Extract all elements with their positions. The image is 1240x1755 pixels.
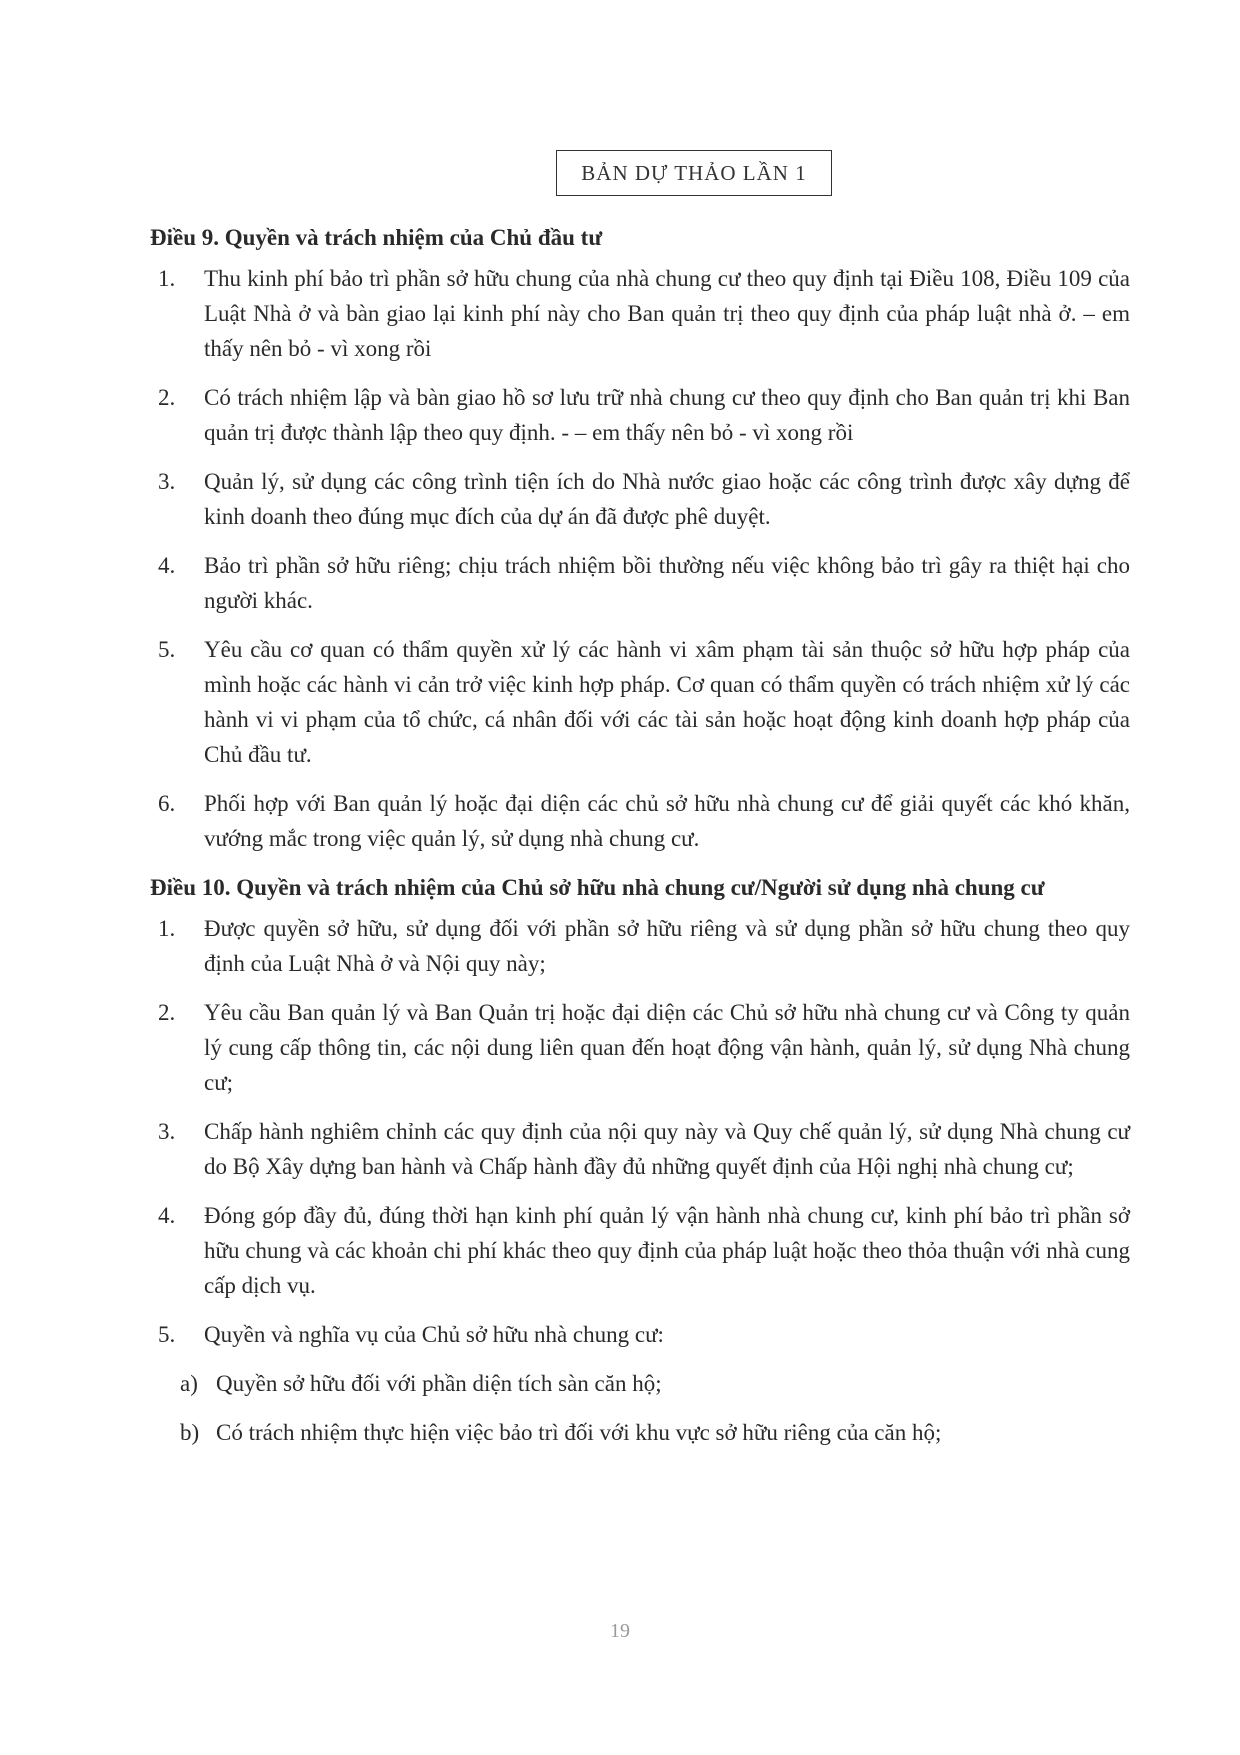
article-9-item — [150, 380, 1130, 450]
page-number: 19 — [610, 1620, 630, 1642]
item-text: Yêu cầu Ban quản lý và Ban Quản trị hoặc đại diện các Chủ sở hữu nhà chung cư và Công ty quản lý cung cấp thông tin, các nội dung liên quan đến hoạt động vận hành, quản lý, sử dụng Nhà chung cư; — [204, 1000, 1130, 1095]
item-text: Yêu cầu cơ quan có thẩm quyền xử lý các hành vi xâm phạm tài sản thuộc sở hữu hợp pháp của mình hoặc các hành vi cản trở việc kinh hợp pháp. Cơ quan có thẩm quyền có trách nhiệm xử lý các hành vi vi phạm của tổ chức, cá nhân đối với các tài sản hoặc hoạt động kinh doanh hợp pháp của Chủ đầu tư. — [204, 637, 1130, 767]
item-number: 4. — [158, 553, 176, 578]
document-body — [150, 220, 1130, 1464]
item-text: Được quyền sở hữu, sử dụng đối với phần sở hữu riêng và sử dụng phần sở hữu chung theo quy định của Luật Nhà ở và Nội quy này; — [204, 916, 1130, 976]
item-text: Có trách nhiệm lập và bàn giao hồ sơ lưu trữ nhà chung cư theo quy định cho Ban quản trị khi Ban quản trị được thành lập theo quy định. - – em thấy nên bỏ - vì xong rồi — [204, 385, 1130, 445]
item-text: Phối hợp với Ban quản lý hoặc đại diện các chủ sở hữu nhà chung cư để giải quyết các khó khăn, vướng mắc trong việc quản lý, sử dụng nhà chung cư. — [204, 791, 1130, 851]
article-9-item — [150, 548, 1130, 618]
item-text: Thu kinh phí bảo trì phần sở hữu chung của nhà chung cư theo quy định tại Điều 108, Điều 109 của Luật Nhà ở và bàn giao lại kinh phí này cho Ban quản trị theo quy định của pháp luật nhà ở. – em thấy nên bỏ - vì xong rồi — [204, 266, 1130, 361]
sub-item-letter: b) — [180, 1420, 200, 1445]
item-number: 2. — [158, 1000, 176, 1025]
draft-label-box — [556, 150, 832, 196]
article-10-heading: Điều 10. Quyền và trách nhiệm của Chủ sở hữu nhà chung cư/Người sử dụng nhà chung cư — [150, 875, 1045, 900]
item-text: Quyền và nghĩa vụ của Chủ sở hữu nhà chung cư: — [204, 1322, 664, 1347]
item-number: 5. — [158, 637, 176, 662]
draft-label: BẢN DỰ THẢO LẦN 1 — [581, 160, 807, 185]
article-9-heading: Điều 9. Quyền và trách nhiệm của Chủ đầu tư — [150, 225, 603, 250]
article-10-item — [150, 911, 1130, 981]
item-number: 1. — [158, 266, 176, 291]
article-9-item — [150, 261, 1130, 366]
item-number: 3. — [158, 469, 176, 494]
item-text: Quản lý, sử dụng các công trình tiện ích do Nhà nước giao hoặc các công trình được xây dựng để kinh doanh theo đúng mục đích của dự án đã được phê duyệt. — [204, 469, 1130, 529]
item-number: 4. — [158, 1203, 176, 1228]
article-10-sub-item — [180, 1366, 1130, 1401]
article-9-item — [150, 786, 1130, 856]
article-10-item — [150, 1198, 1130, 1303]
article-9-item — [150, 464, 1130, 534]
item-number: 5. — [158, 1322, 176, 1347]
sub-item-text: Quyền sở hữu đối với phần diện tích sàn căn hộ; — [216, 1371, 662, 1396]
sub-item-text: Có trách nhiệm thực hiện việc bảo trì đối với khu vực sở hữu riêng của căn hộ; — [216, 1420, 942, 1445]
sub-item-letter: a) — [180, 1371, 198, 1396]
article-9-item — [150, 632, 1130, 772]
item-number: 2. — [158, 385, 176, 410]
item-text: Đóng góp đầy đủ, đúng thời hạn kinh phí quản lý vận hành nhà chung cư, kinh phí bảo trì phần sở hữu chung và các khoản chi phí khác theo quy định của pháp luật hoặc theo thỏa thuận với nhà cung cấp dịch vụ. — [204, 1203, 1130, 1298]
article-10-item — [150, 1317, 1130, 1352]
item-text: Bảo trì phần sở hữu riêng; chịu trách nhiệm bồi thường nếu việc không bảo trì gây ra thiệt hại cho người khác. — [204, 553, 1130, 613]
article-10-sub-item — [180, 1415, 1130, 1450]
item-number: 1. — [158, 916, 176, 941]
item-text: Chấp hành nghiêm chỉnh các quy định của nội quy này và Quy chế quản lý, sử dụng Nhà chung cư do Bộ Xây dựng ban hành và Chấp hành đầy đủ những quyết định của Hội nghị nhà chung cư; — [204, 1119, 1130, 1179]
item-number: 3. — [158, 1119, 176, 1144]
article-10-item — [150, 995, 1130, 1100]
item-number: 6. — [158, 791, 176, 816]
article-10-item — [150, 1114, 1130, 1184]
